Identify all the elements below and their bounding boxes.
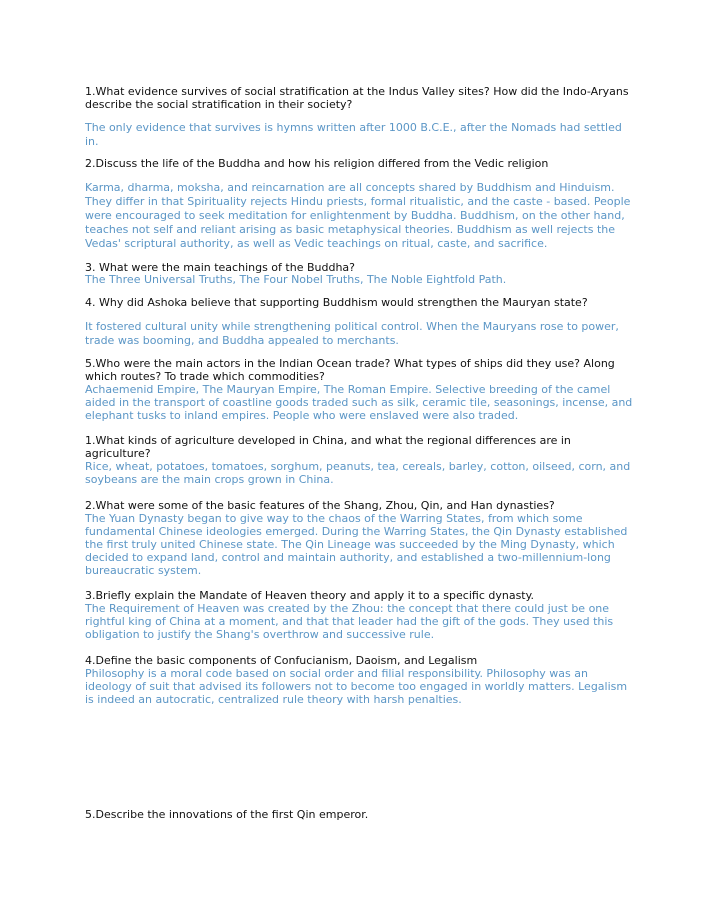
answer-4: It fostered cultural unity while strengthening political control. When the Mauryans rose to power, trade was booming, and Buddha appealed to merchants. xyxy=(85,320,619,347)
question-7: 2.What were some of the basic features of the Shang, Zhou, Qin, and Han dynasties? xyxy=(85,499,555,512)
answer-9: Philosophy is a moral code based on social order and filial responsibility. Philosophy was an ideology of suit that advised its followers not to become too engaged in worldly matters. Legalism is indeed an autocratic, centralized rule theory with harsh penalties. xyxy=(85,667,628,706)
question-9: 4.Define the basic components of Confucianism, Daoism, and Legalism xyxy=(85,654,478,667)
question-3: 3. What were the main teachings of the Buddha? xyxy=(85,261,355,274)
question-2: 2.Discuss the life of the Buddha and how his religion differed from the Vedic religion xyxy=(85,157,549,170)
question-4: 4. Why did Ashoka believe that supporting Buddhism would strengthen the Mauryan state? xyxy=(85,296,588,309)
answer-6: Rice, wheat, potatoes, tomatoes, sorghum, peanuts, tea, cereals, barley, cotton, oilseed, corn, and soybeans are the main crops grown in China. xyxy=(85,460,631,486)
question-6: 1.What kinds of agriculture developed in China, and what the regional differences are in agriculture? xyxy=(85,434,571,460)
question-1: 1.What evidence survives of social stratification at the Indus Valley sites? How did the Indo-Aryans describe the social stratification in their society? xyxy=(85,85,629,111)
answer-1: The only evidence that survives is hymns written after 1000 B.C.E., after the Nomads had settled in. xyxy=(85,121,622,148)
answer-7: The Yuan Dynasty began to give way to the chaos of the Warring States, from which some fundamental Chinese ideologies emerged. During the Warring States, the Qin Dynasty established the first truly united Chinese state. The Qin Lineage was succeeded by the Ming Dynasty, which decided to expand land, control and maintain authority, and established a two-millennium-long bureaucratic system. xyxy=(85,512,628,577)
question-8: 3.Briefly explain the Mandate of Heaven theory and apply it to a specific dynasty. xyxy=(85,589,535,602)
answer-5: Achaemenid Empire, The Mauryan Empire, The Roman Empire. Selective breeding of the camel aided in the transport of coastline goods traded such as silk, ceramic tile, seasonings, incense, and elephant tusks to inland empires. People who were enslaved were also traded. xyxy=(85,383,633,422)
answer-2: Karma, dharma, moksha, and reincarnation are all concepts shared by Buddhism and Hinduism. They differ in that Spirituality rejects Hindu priests, formal ritualistic, and the caste - based. People were encouraged to seek meditation for enlightenment by Buddha. Buddhism, on the other hand, teaches not self and reliant arising as basic metaphysical theories. Buddhism as well rejects the Vedas' scriptural authority, as well as Vedic teachings on ritual, caste, and sacrifice. xyxy=(85,181,631,250)
question-5: 5.Who were the main actors in the Indian Ocean trade? What types of ships did they use? Along which routes? To trade which commodities? xyxy=(85,357,615,383)
answer-8: The Requirement of Heaven was created by the Zhou: the concept that there could just be one rightful king of China at a moment, and that that leader had the gift of the gods. They used this obligation to justify the Shang's overthrow and successive rule. xyxy=(85,602,614,641)
question-10: 5.Describe the innovations of the first Qin emperor. xyxy=(85,808,369,821)
answer-3: The Three Universal Truths, The Four Nobel Truths, The Noble Eightfold Path. xyxy=(85,273,507,286)
